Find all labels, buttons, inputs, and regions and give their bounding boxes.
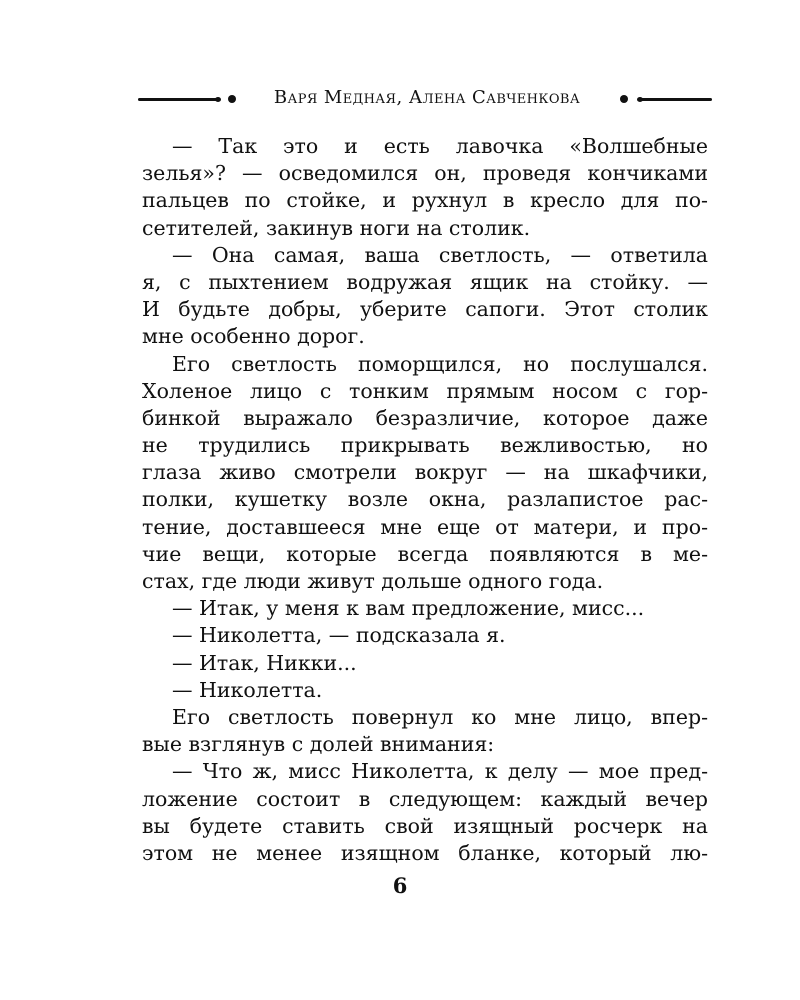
text-line: сетителей, закинув ноги на столик.	[142, 215, 531, 240]
running-header	[138, 86, 712, 112]
text-line: я, с пыхтением водружая ящик на стойку. —	[142, 269, 708, 294]
text-line: глаза живо смотрели вокруг — на шкафчики,	[142, 460, 708, 485]
text-line: — Николетта.	[172, 677, 323, 702]
text-line: вы будете ставить свой изящный росчерк на	[142, 813, 708, 838]
running-head-authors: Варя Медная, Алена Савченкова	[273, 87, 581, 108]
text-line: не трудились прикрывать вежливостью, но	[142, 433, 708, 458]
text-line: пальцев по стойке, и рухнул в кресло для по-	[142, 188, 708, 213]
text-line: чие вещи, которые всегда появляются в ме-	[142, 541, 708, 566]
text-line: мне особенно дорог.	[142, 324, 365, 349]
text-line: этом не менее изящном бланке, который лю-	[142, 840, 708, 865]
text-line: полки, кушетку возле окна, разлапистое рас-	[142, 487, 708, 512]
ornament-dot-right	[620, 95, 628, 103]
text-line: тение, доставшееся мне еще от матери, и про-	[142, 514, 708, 539]
text-line: зелья»? — осведомился он, проведя кончиками	[142, 161, 708, 186]
ornament-dot-left	[228, 95, 236, 103]
text-line: — Что ж, мисс Николетта, к делу — мое пред-	[172, 759, 708, 784]
text-line: Его светлость повернул ко мне лицо, впер-	[172, 704, 708, 729]
text-line: Холеное лицо с тонким прямым носом с гор-	[142, 378, 708, 403]
ornament-rule-right	[640, 98, 712, 101]
text-line: — Итак, Никки...	[172, 650, 357, 675]
text-line: бинкой выражало безразличие, которое даже	[142, 405, 708, 430]
text-line: ложение состоит в следующем: каждый вечер	[142, 786, 708, 811]
ornament-rule-left	[138, 98, 218, 101]
text-line: — Она самая, ваша светлость, — ответила	[172, 242, 708, 267]
text-line: — Так это и есть лавочка «Волшебные	[172, 134, 708, 158]
page-number: 6	[392, 873, 408, 898]
text-line: И будьте добры, уберите сапоги. Этот столик	[142, 297, 708, 322]
text-line: вые взглянув с долей внимания:	[142, 732, 495, 757]
text-line: Его светлость поморщился, но послушался.	[172, 351, 708, 376]
text-line: — Итак, у меня к вам предложение, мисс...	[172, 596, 645, 621]
text-line: — Николетта, — подсказала я.	[172, 623, 506, 648]
text-line: стах, где люди живут дольше одного года.	[142, 569, 604, 593]
body-text	[142, 133, 708, 867]
